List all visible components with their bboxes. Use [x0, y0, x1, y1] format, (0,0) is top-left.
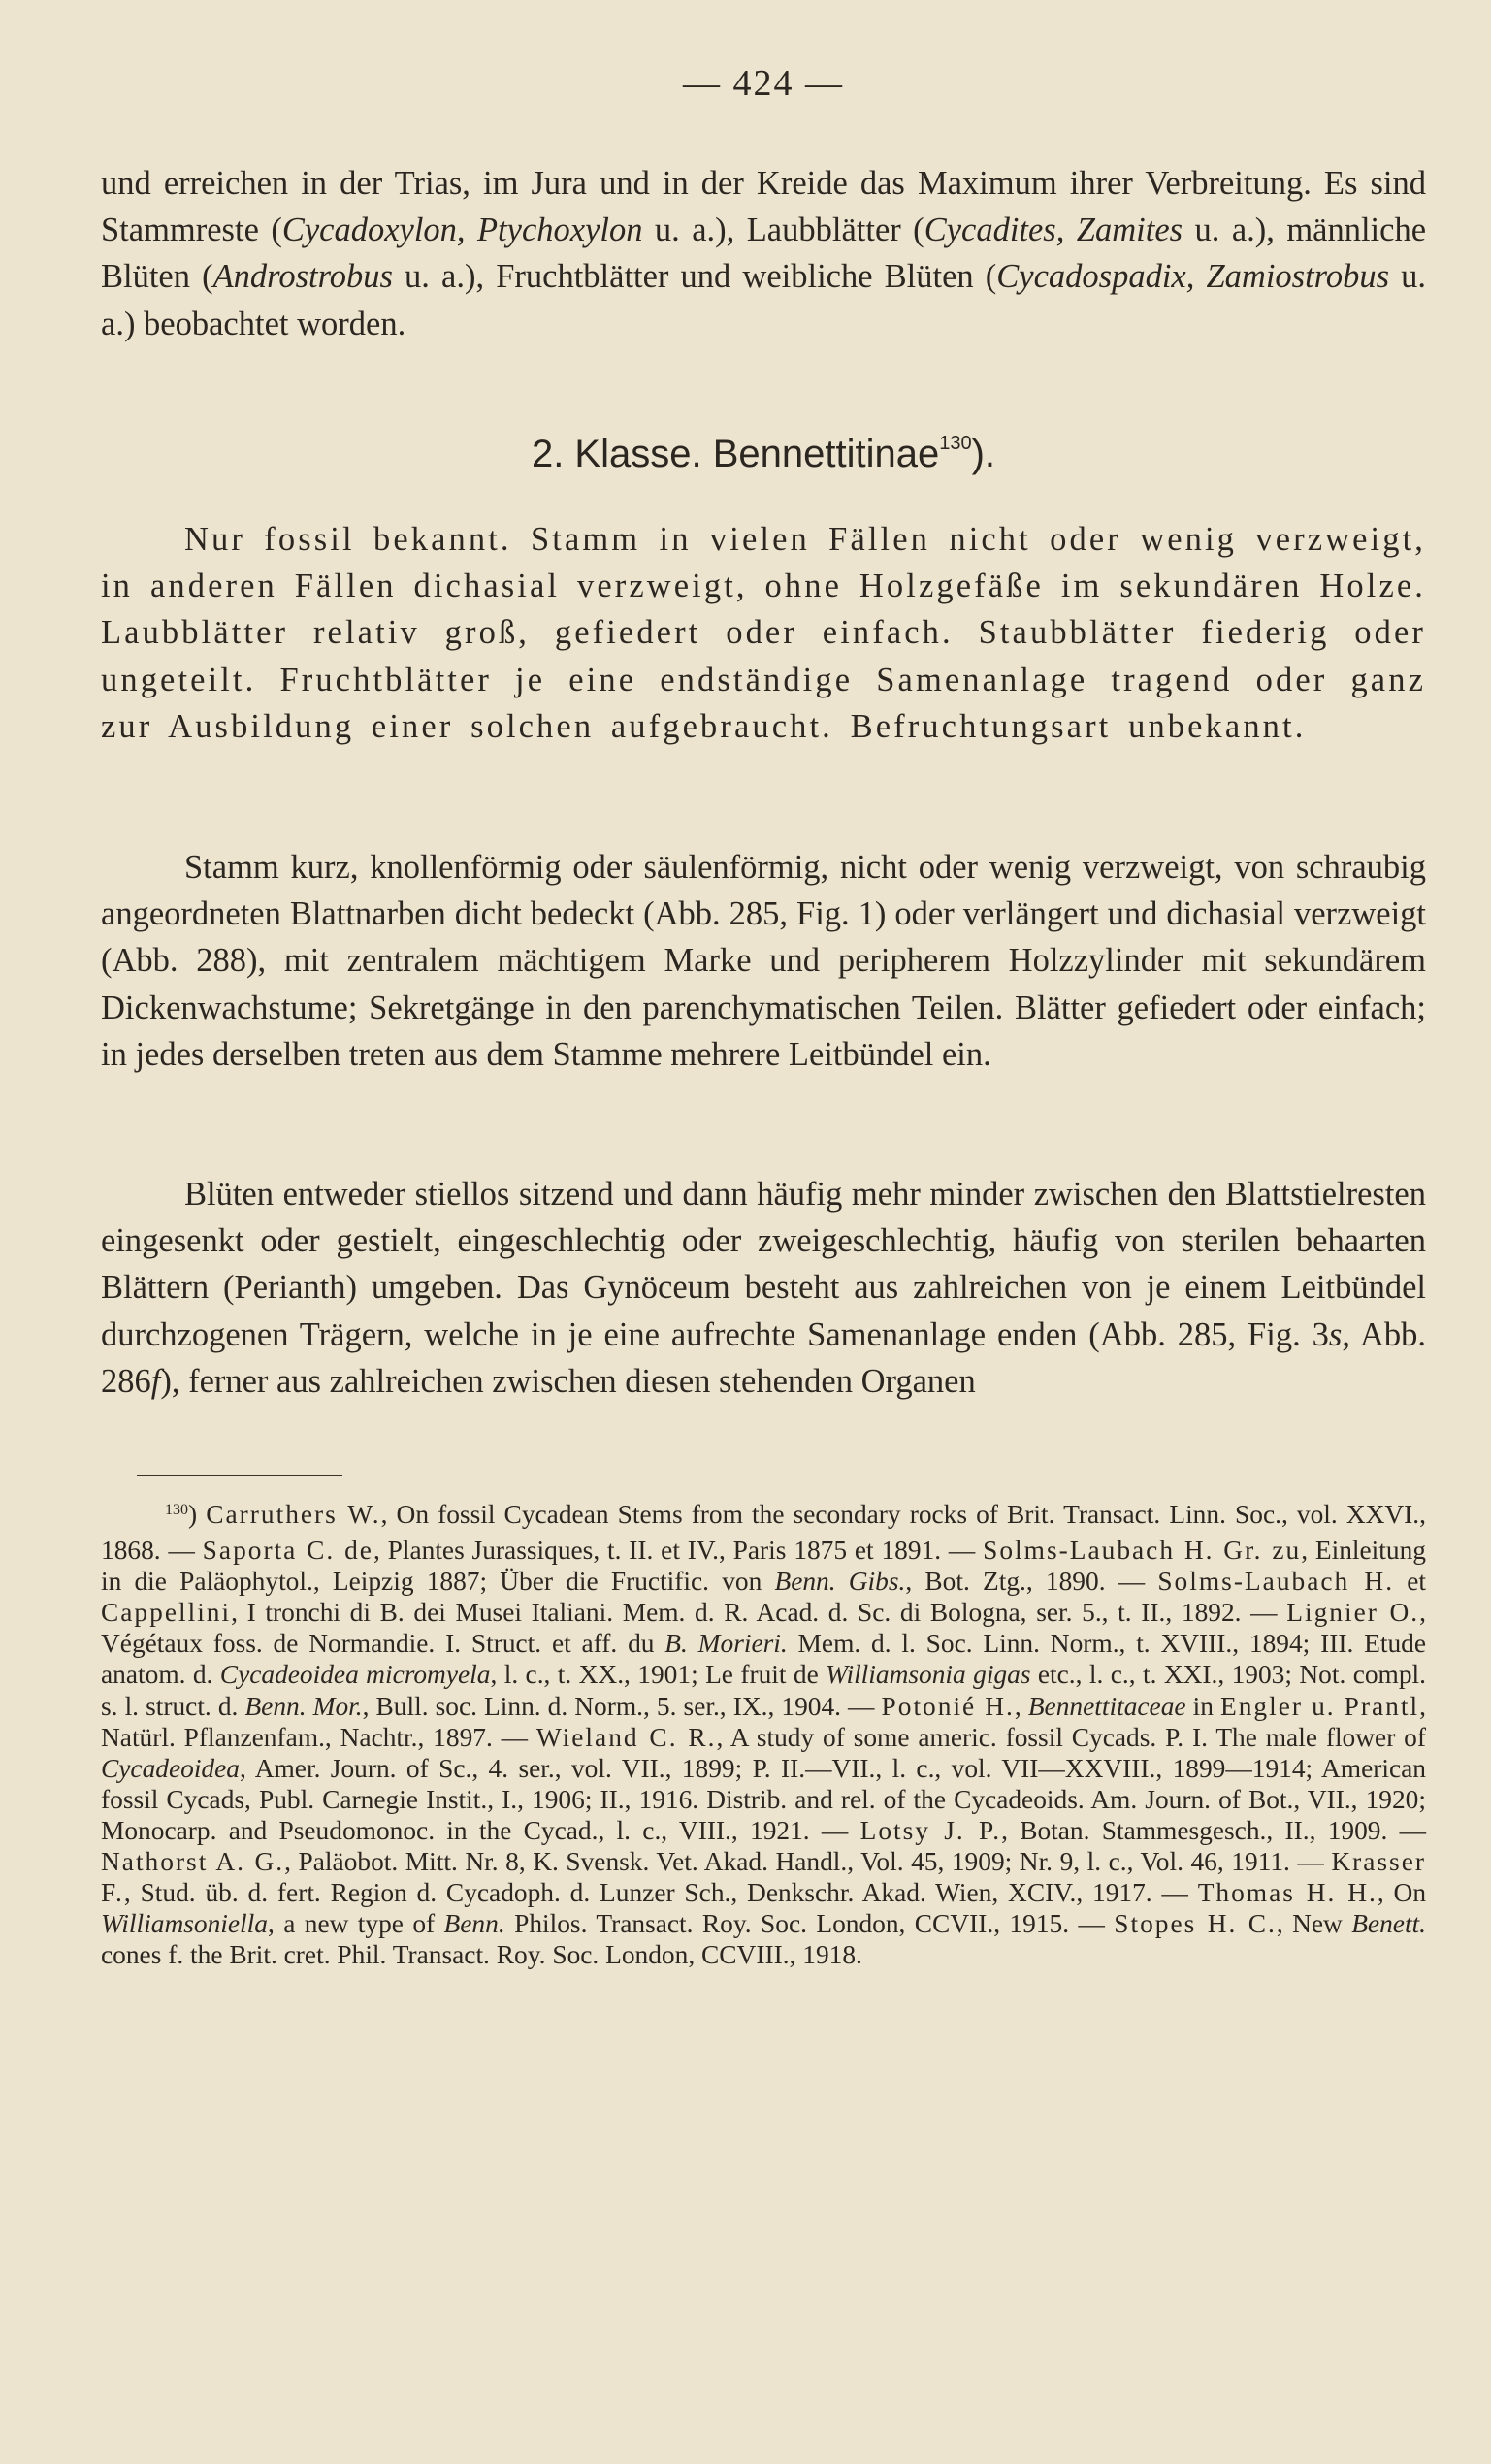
fn-text: , Einleitung in die Paläophytol., Leipzig 1887; Über die Fructific. von: [101, 1536, 1426, 1597]
fn-text: , New: [1276, 1909, 1352, 1939]
heading-close: ).: [971, 433, 996, 475]
fn-italic: Benett.: [1351, 1909, 1427, 1939]
fn-text: ): [188, 1500, 207, 1529]
fn-author: Nathorst A. G.: [101, 1847, 285, 1877]
heading-footnote-ref: 130: [939, 432, 972, 454]
fn-author: Lignier O.: [1286, 1598, 1420, 1628]
fn-text: et: [1394, 1567, 1426, 1597]
fn-text: , I tronchi di B. dei Musei Italiani. Mem. d. R. Acad. d. Sc. di Bologna, ser. 5., t. II., 1892. —: [231, 1598, 1287, 1628]
blueten-italic-1: s: [1328, 1315, 1343, 1353]
fn-text: in: [1185, 1691, 1220, 1721]
intro-taxa-4: Cycadospadix, Zamiostrobus: [996, 258, 1389, 296]
fn-italic: Benn. Gibs.: [774, 1567, 906, 1597]
fn-text: , On: [1377, 1878, 1427, 1908]
footnote: [101, 1499, 1426, 1970]
intro-taxa-1: Cycadoxylon, Ptychoxylon: [281, 211, 643, 249]
fn-text: cones f. the Brit. cret. Phil. Transact. Roy. Soc. London, CCVIII., 1918.: [101, 1940, 862, 1970]
fn-text: , On fossil Cycadean Stems from the secondary rocks of Brit. Transact. Linn. Soc., vol. XXVI., 1868. —: [101, 1500, 1426, 1566]
fn-text: , Plantes Jurassiques, t. II. et IV., Paris 1875 et 1891. —: [373, 1536, 984, 1566]
fn-text: , a new type of: [267, 1909, 444, 1939]
blueten-text-2: , Abb. 286: [101, 1315, 1427, 1400]
fn-italic: Cycadeoidea: [101, 1753, 240, 1783]
fn-italic: B. Morieri.: [664, 1629, 788, 1659]
fn-author: Wieland C. R.: [535, 1722, 717, 1752]
fn-author: Stopes H. C.: [1114, 1909, 1277, 1939]
blueten-paragraph: [101, 1171, 1426, 1405]
fn-text: , Bull. soc. Linn. d. Norm., 5. ser., IX., 1904. —: [362, 1691, 882, 1721]
section-heading: [101, 433, 1426, 476]
fn-italic: Williamsoniella: [101, 1909, 268, 1939]
intro-taxa-2: Cycadites, Zamites: [924, 211, 1183, 249]
fn-author: Solms-Laubach H.: [1157, 1567, 1395, 1597]
intro-text-4: u. a.), Fruchtblätter und weibliche Blüten (: [392, 258, 997, 296]
fn-text: , Amer. Journ. of Sc., 4. ser., vol. VII., 1899; P. II.—VII., l. c., vol. VII—XXVIII., 1899—1914; American fossil Cycads, Publ. Carnegie Instit., I., 1906; II., 1916. Distrib. and rel. of the Cycadeoids. Am. Journ. of Bot., VII., 1920; Monocarp. and Pseudomonoc. in the Cycad., l. c., VIII., 1921. —: [101, 1753, 1426, 1845]
intro-text-5: u. a.) beobachtet worden.: [101, 258, 1426, 342]
blueten-italic-2: f: [150, 1362, 161, 1400]
fn-author: Cappellini: [101, 1598, 232, 1628]
diagnosis-text: Nur fossil bekannt. Stamm in vielen Fällen nicht oder wenig verzweigt, in anderen Fällen dichasial verzweigt, ohne Holzgefäße im sekundären Holze. Laubblätter relativ groß, gefiedert oder einfach. Staubblätter fiederig oder ungeteilt. Fruchtblätter je eine endständige Samenanlage tragend oder ganz zur Ausbildung einer solchen aufgebraucht. Befruchtungsart unbekannt.: [101, 521, 1426, 745]
fn-text: ,: [1014, 1691, 1028, 1721]
fn-text: Mem. d. l. Soc. Linn. Norm., t. XVIII., 1894; III. Etude anatom. d.: [101, 1629, 1427, 1690]
intro-paragraph: [101, 160, 1426, 347]
fn-text: Philos. Transact. Roy. Soc. London, CCVII., 1915. —: [504, 1909, 1115, 1939]
fn-text: , Natürl. Pflanzenfam., Nachtr., 1897. —: [101, 1691, 1426, 1752]
footnote-mark: 130: [165, 1502, 188, 1518]
fn-italic: Bennettitaceae: [1027, 1691, 1186, 1721]
fn-author: Saporta C. de: [202, 1536, 373, 1566]
fn-text: , Végétaux foss. de Normandie. I. Struct. et aff. du: [101, 1598, 1427, 1659]
stamm-text: Stamm kurz, knollenförmig oder säulenförmig, nicht oder wenig verzweigt, von schraubig angeordneten Blattnarben dicht bedeckt (Abb. 285, Fig. 1) oder verlängert und dichasial verzweigt (Abb. 288), mit zentralem mächtigem Marke und peripherem Holzzylinder mit sekundärem Dickenwachstume; Sekretgänge in den parenchymatischen Teilen. Blätter gefiedert oder einfach; in jedes derselben treten aus dem Stamme mehrere Leitbündel ein.: [101, 849, 1426, 1073]
stamm-paragraph: [101, 844, 1426, 1078]
fn-text: , Bot. Ztg., 1890. —: [905, 1567, 1158, 1597]
diagnosis-paragraph: [101, 516, 1426, 750]
fn-italic: Benn.: [443, 1909, 505, 1939]
intro-text-1: und erreichen in der Trias, im Jura und in der Kreide das Maximum ihrer Verbreitung. Es sind Stammreste (: [101, 165, 1426, 249]
fn-author: Carruthers W.: [206, 1500, 381, 1529]
fn-text: , A study of some americ. fossil Cycads. P. I. The male flower of: [716, 1722, 1426, 1752]
heading-title: 2. Klasse. Bennettitinae: [531, 433, 940, 475]
blueten-text-1: Blüten entweder stiellos sitzend und dann häufig mehr minder zwischen den Blattstielresten eingesenkt oder gestielt, eingeschlechtig oder zweigeschlechtig, häufig von sterilen behaarten Blättern (Perianth) umgeben. Das Gynöceum besteht aus zahlreichen von je einem Leitbündel durchzogenen Trägern, welche in je eine aufrechte Samenanlage enden (Abb. 285, Fig. 3: [101, 1176, 1426, 1353]
fn-author: Lotsy J. P.: [859, 1815, 1002, 1845]
footnote-divider: [137, 1475, 342, 1476]
fn-author: Thomas H. H.: [1197, 1878, 1378, 1908]
fn-author: Krasser F.: [101, 1847, 1426, 1908]
blueten-text-3: ), ferner aus zahlreichen zwischen diesen stehenden Organen: [160, 1362, 976, 1400]
intro-text-2: u. a.), Laubblätter (: [642, 211, 924, 249]
page-number: — 424 —: [683, 63, 844, 104]
fn-text: , l. c., t. XX., 1901; Le fruit de: [490, 1660, 827, 1690]
fn-italic: Cycadeoidea micromyela: [219, 1660, 491, 1690]
fn-text: etc., l. c., t. XXI., 1903; Not. compl. s. l. struct. d.: [101, 1660, 1427, 1721]
intro-text-3: u. a.), männliche Blüten (: [101, 211, 1427, 296]
fn-text: , Stud. üb. d. fert. Region d. Cycadoph. d. Lunzer Sch., Denkschr. Akad. Wien, XCIV., 1917. —: [123, 1878, 1198, 1908]
fn-text: , Paläobot. Mitt. Nr. 8, K. Svensk. Vet. Akad. Handl., Vol. 45, 1909; Nr. 9, l. c., Vol. 46, 1911. —: [284, 1847, 1332, 1877]
fn-italic: Benn. Mor.: [244, 1691, 363, 1721]
intro-taxa-3: Androstrobus: [212, 258, 393, 296]
fn-italic: Williamsonia gigas: [826, 1660, 1031, 1690]
fn-author: Potonié H.: [881, 1691, 1015, 1721]
fn-author: Solms-Laubach H. Gr. zu: [983, 1536, 1302, 1566]
fn-author: Engler u. Prantl: [1220, 1691, 1420, 1721]
fn-text: , Botan. Stammesgesch., II., 1909. —: [1001, 1815, 1426, 1845]
